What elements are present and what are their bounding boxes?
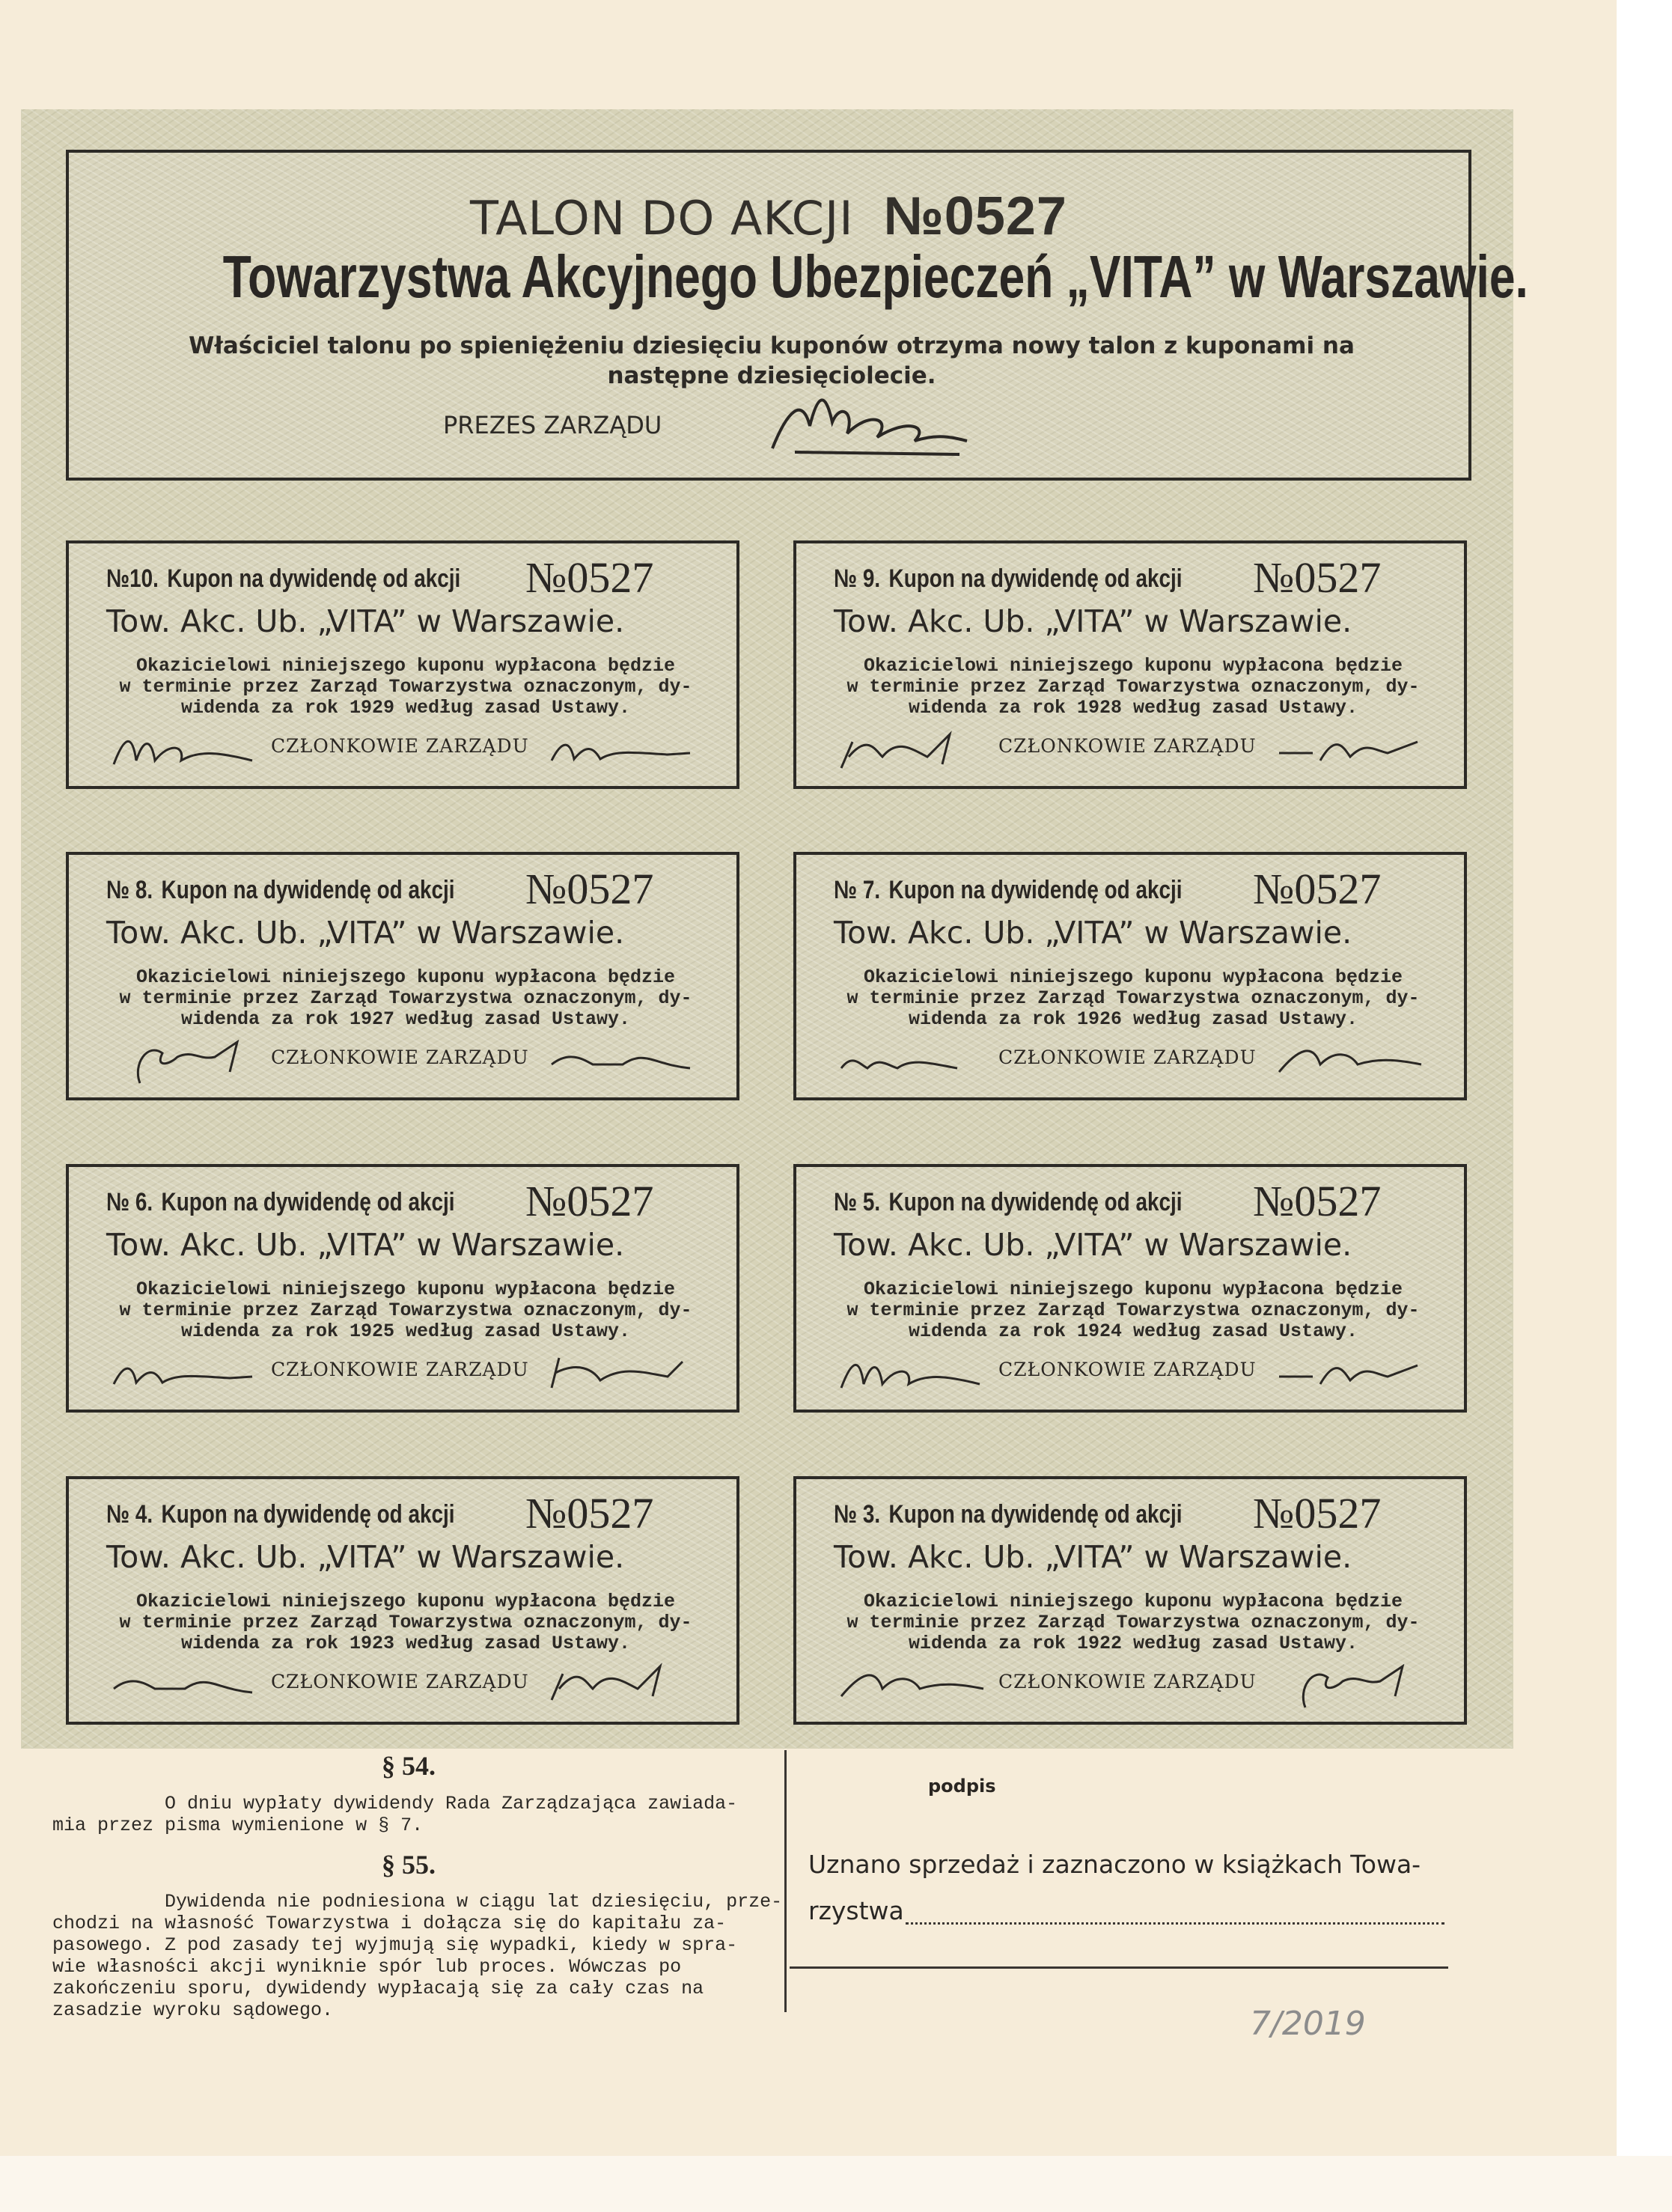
coupon-no: № 5.: [834, 1188, 881, 1216]
coupon-no: №10.: [106, 564, 159, 593]
coupon-body-line: w terminie przez Zarząd Towarzystwa oznaczonym, dy-: [846, 1300, 1420, 1321]
section-54-title: § 54.: [382, 1751, 436, 1781]
sale-confirmation-line: rzystwa: [808, 1896, 904, 1925]
coupon-header: [834, 1500, 1182, 1529]
coupon-header: [834, 564, 1182, 594]
talon-title: TALON DO AKCJI: [470, 191, 854, 246]
coupon-company: Tow. Akc. Ub. „VITA” w Warszawie.: [834, 603, 1352, 639]
signature-right: [548, 731, 698, 768]
coupon-body-line: Okazicielowi niniejszego kuponu wypłacona będzie: [135, 1591, 676, 1612]
talon-header: [66, 150, 1528, 481]
coupon-body-line: widenda za rok 1926 według zasad Ustawy.: [908, 1008, 1358, 1030]
coupon-4: [66, 1476, 739, 1725]
section-text-line: pasowego. Z pod zasady tej wyjmują się wypadki, kiedy w spra-: [52, 1934, 738, 1956]
coupon-members-label: CZŁONKOWIE ZARZĄDU: [998, 1671, 1257, 1692]
signature-left: [110, 1354, 260, 1392]
coupon-body: [834, 1279, 1433, 1342]
coupon-label: Kupon na dywidendę od akcji: [888, 876, 1183, 904]
signature-left: [110, 727, 260, 772]
coupon-body-line: Okazicielowi niniejszego kuponu wypłacona będzie: [863, 1591, 1403, 1612]
bottom-divider: [784, 1750, 787, 2012]
coupon-share-number: №0527: [525, 865, 654, 913]
scan-background-bottom: [0, 2156, 1672, 2212]
section-text-line: wie własności akcji wyniknie spór lub proces. Wówczas po: [52, 1956, 682, 1978]
coupon-header: [106, 876, 454, 905]
section-54-text: [52, 1793, 771, 1836]
coupon-no: № 8.: [106, 876, 153, 904]
coupon-share-number: №0527: [525, 1489, 654, 1538]
coupon-header: [106, 564, 460, 594]
signature-right: [1275, 731, 1425, 768]
coupon-share-number: №0527: [1253, 1489, 1382, 1538]
coupon-members-label: CZŁONKOWIE ZARZĄDU: [271, 1671, 529, 1692]
signature-left: [110, 1035, 260, 1087]
signature-right: [1275, 1035, 1425, 1079]
coupon-share-number: №0527: [1253, 865, 1382, 913]
coupon-company: Tow. Akc. Ub. „VITA” w Warszawie.: [106, 1539, 625, 1575]
coupon-company: Tow. Akc. Ub. „VITA” w Warszawie.: [106, 603, 625, 639]
coupon-share-number: №0527: [525, 1177, 654, 1225]
section-text-line: Dywidenda nie podniesiona w ciągu lat dziesięciu, prze-: [165, 1891, 783, 1913]
section-text-line: zasadzie wyroku sądowego.: [52, 1999, 334, 2021]
coupon-no: № 3.: [834, 1500, 881, 1529]
section-text-line: mia przez pisma wymienione w § 7.: [52, 1815, 424, 1836]
signature-dotted-line: [906, 1922, 1444, 1925]
coupon-no: № 6.: [106, 1188, 153, 1216]
signature-right: [548, 1347, 698, 1392]
coupon-body: [106, 1279, 705, 1342]
coupon-body-line: w terminie przez Zarząd Towarzystwa oznaczonym, dy-: [119, 1612, 692, 1633]
coupon-label: Kupon na dywidendę od akcji: [161, 1500, 455, 1529]
coupon-body-line: Okazicielowi niniejszego kuponu wypłacona będzie: [135, 1279, 676, 1300]
coupon-no: № 9.: [834, 564, 881, 593]
signature-right: [1275, 1659, 1425, 1711]
coupon-header: [834, 1188, 1182, 1217]
signature-left: [837, 1350, 987, 1395]
talon-description: Właściciel talonu po spieniężeniu dziesięciu kuponów otrzyma nowy talon z kuponami na następne dziesięciolecie.: [189, 332, 1355, 389]
coupon-6: [66, 1164, 739, 1413]
coupon-body: [106, 656, 705, 719]
coupon-company: Tow. Akc. Ub. „VITA” w Warszawie.: [106, 915, 625, 951]
coupon-no: № 4.: [106, 1500, 153, 1529]
scan-background-right: [1617, 0, 1672, 2212]
coupon-10: [66, 540, 739, 789]
coupon-body-line: widenda za rok 1929 według zasad Ustawy.: [180, 697, 631, 719]
section-text-line: chodzi na własność Towarzystwa i dołącza się do kapitału za-: [52, 1913, 727, 1934]
coupon-body-line: Okazicielowi niniejszego kuponu wypłacona będzie: [863, 966, 1403, 988]
coupon-body-line: Okazicielowi niniejszego kuponu wypłacona będzie: [863, 655, 1403, 677]
coupon-body-line: w terminie przez Zarząd Towarzystwa oznaczonym, dy-: [846, 676, 1420, 698]
coupon-body-line: widenda za rok 1928 według zasad Ustawy.: [908, 697, 1358, 719]
coupon-share-number: №0527: [1253, 1177, 1382, 1225]
coupon-body-line: Okazicielowi niniejszego kuponu wypłacona będzie: [135, 966, 676, 988]
sale-confirmation-line: Uznano sprzedaż i zaznaczono w książkach Towa-: [808, 1850, 1421, 1879]
signature-right: [548, 1042, 698, 1079]
signature-left: [110, 1666, 260, 1704]
company-name: Towarzystwa Akcyjnego Ubezpieczeń „VITA” w Warszawie.: [222, 243, 1528, 310]
coupon-header: [834, 876, 1182, 905]
coupon-header: [106, 1188, 454, 1217]
coupon-body: [834, 1591, 1433, 1654]
coupon-label: Kupon na dywidendę od akcji: [888, 564, 1183, 593]
signature-right: [548, 1659, 698, 1704]
coupon-8: [66, 852, 739, 1100]
signature-rule: [790, 1966, 1448, 1969]
coupon-header: [106, 1500, 454, 1529]
coupon-body-line: w terminie przez Zarząd Towarzystwa oznaczonym, dy-: [119, 987, 692, 1009]
coupon-company: Tow. Akc. Ub. „VITA” w Warszawie.: [834, 915, 1352, 951]
section-55-text: [52, 1891, 783, 2021]
coupon-body: [106, 967, 705, 1030]
signature-right: [1275, 1354, 1425, 1392]
coupon-company: Tow. Akc. Ub. „VITA” w Warszawie.: [106, 1227, 625, 1263]
coupon-share-number: №0527: [525, 553, 654, 602]
talon-title-line: [69, 186, 1468, 247]
coupon-body: [834, 656, 1433, 719]
coupon-members-label: CZŁONKOWIE ZARZĄDU: [998, 1359, 1257, 1380]
signature-left: [837, 727, 987, 772]
president-label: PREZES ZARZĄDU: [443, 411, 662, 439]
coupon-3: [793, 1476, 1467, 1725]
coupon-body-line: Okazicielowi niniejszego kuponu wypłacona będzie: [863, 1279, 1403, 1300]
coupon-body-line: Okazicielowi niniejszego kuponu wypłacona będzie: [135, 655, 676, 677]
coupon-members-label: CZŁONKOWIE ZARZĄDU: [998, 1046, 1257, 1068]
coupon-body: [106, 1591, 705, 1654]
pencil-note: 7/2019: [1250, 2005, 1366, 2043]
section-55-title: § 55.: [382, 1850, 436, 1880]
coupon-members-label: CZŁONKOWIE ZARZĄDU: [271, 735, 529, 757]
coupon-label: Kupon na dywidendę od akcji: [161, 1188, 455, 1216]
president-signature: [765, 381, 974, 463]
coupon-members-label: CZŁONKOWIE ZARZĄDU: [271, 1046, 529, 1068]
sale-confirmation: [808, 1841, 1421, 1934]
section-text-line: zakończeniu sporu, dywidendy wypłacają się za cały czas na: [52, 1978, 704, 1999]
section-text-line: O dniu wypłaty dywidendy Rada Zarządzająca zawiada-: [165, 1793, 738, 1815]
coupon-7: [793, 852, 1467, 1100]
coupon-body-line: w terminie przez Zarząd Towarzystwa oznaczonym, dy-: [846, 1612, 1420, 1633]
coupon-members-label: CZŁONKOWIE ZARZĄDU: [998, 735, 1257, 757]
talon-number: №0527: [883, 186, 1067, 246]
signature-left: [837, 1042, 987, 1079]
coupon-share-number: №0527: [1253, 553, 1382, 602]
coupon-company: Tow. Akc. Ub. „VITA” w Warszawie.: [834, 1227, 1352, 1263]
coupon-body-line: w terminie przez Zarząd Towarzystwa oznaczonym, dy-: [119, 676, 692, 698]
coupon-body-line: widenda za rok 1927 według zasad Ustawy.: [180, 1008, 631, 1030]
coupon-body-line: w terminie przez Zarząd Towarzystwa oznaczonym, dy-: [846, 987, 1420, 1009]
coupon-company: Tow. Akc. Ub. „VITA” w Warszawie.: [834, 1539, 1352, 1575]
coupon-5: [793, 1164, 1467, 1413]
coupon-members-label: CZŁONKOWIE ZARZĄDU: [271, 1359, 529, 1380]
coupon-label: Kupon na dywidendę od akcji: [888, 1188, 1183, 1216]
coupon-no: № 7.: [834, 876, 881, 904]
coupon-body: [834, 967, 1433, 1030]
coupon-label: Kupon na dywidendę od akcji: [167, 564, 461, 593]
coupon-label: Kupon na dywidendę od akcji: [161, 876, 455, 904]
coupon-body-line: widenda za rok 1922 według zasad Ustawy.: [908, 1633, 1358, 1654]
coupon-body-line: widenda za rok 1923 według zasad Ustawy.: [180, 1633, 631, 1654]
coupon-body-line: w terminie przez Zarząd Towarzystwa oznaczonym, dy-: [119, 1300, 692, 1321]
signature-left: [837, 1659, 987, 1704]
coupon-body-line: widenda za rok 1925 według zasad Ustawy.: [180, 1320, 631, 1342]
coupon-body-line: widenda za rok 1924 według zasad Ustawy.: [908, 1320, 1358, 1342]
coupon-9: [793, 540, 1467, 789]
podpis-label: podpis: [928, 1776, 996, 1797]
coupon-label: Kupon na dywidendę od akcji: [888, 1500, 1183, 1529]
